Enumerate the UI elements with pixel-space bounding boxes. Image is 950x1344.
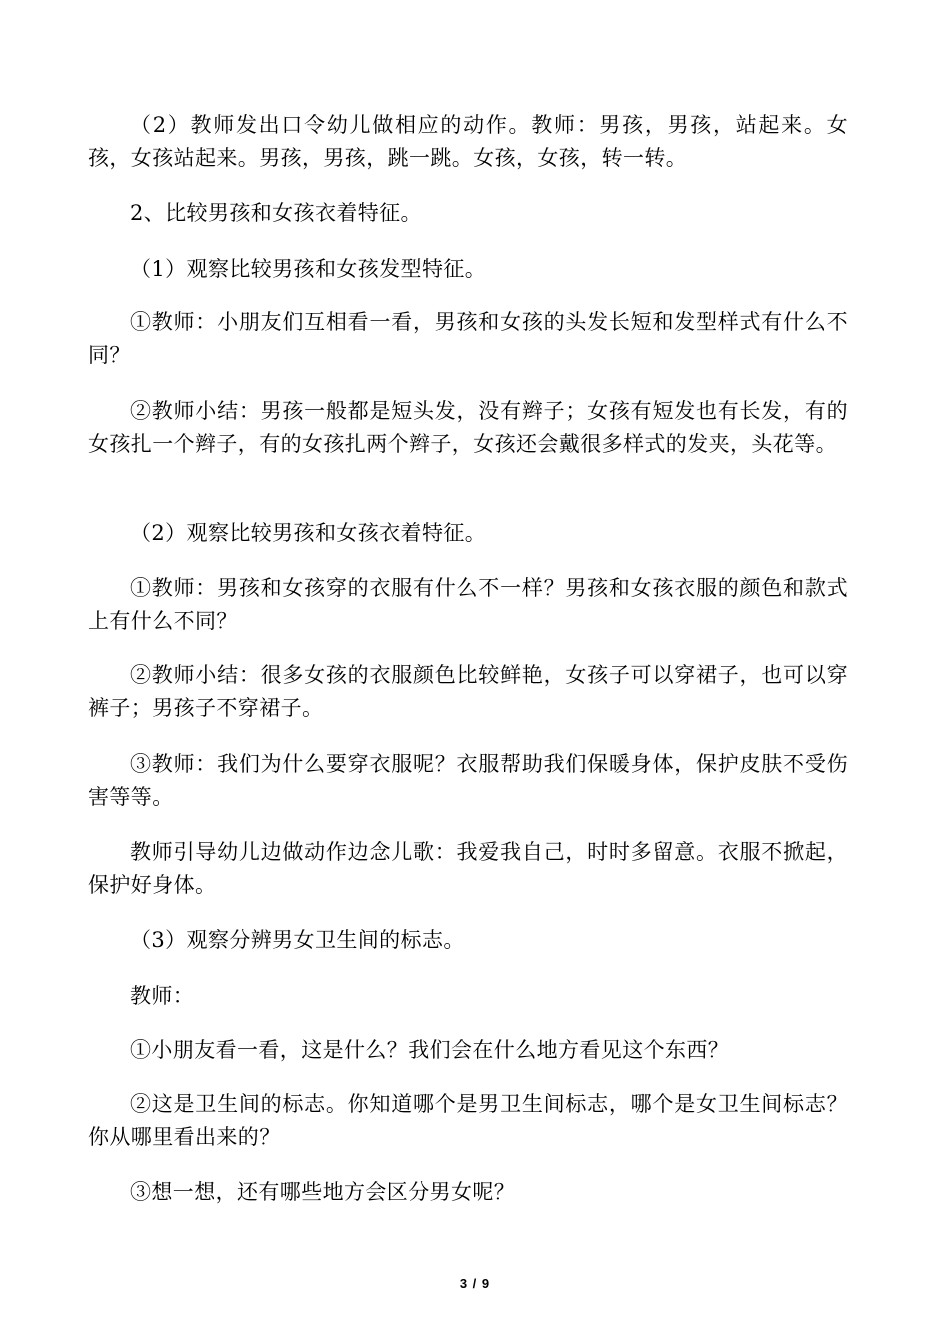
paragraph-teacher-label: 教师： [130, 984, 195, 1008]
paragraph-clothing-question: ①教师：男孩和女孩穿的衣服有什么不一样？男孩和女孩衣服的颜色和款式上有什么不同？ [88, 576, 848, 633]
paragraph-why-clothes: ③教师：我们为什么要穿衣服呢？衣服帮助我们保暖身体，保护皮肤不受伤害等等。 [88, 752, 848, 809]
paragraph-clothing-heading: （2）观察比较男孩和女孩衣着特征。 [130, 521, 487, 545]
paragraph-hairstyle-summary: ②教师小结：男孩一般都是短头发，没有辫子；女孩有短发也有长发，有的女孩扎一个辫子，有的女孩扎两个辫子，女孩还会戴很多样式的发夹，头花等。 [88, 399, 848, 456]
paragraph-restroom-question-1: ①小朋友看一看，这是什么？我们会在什么地方看见这个东西？ [130, 1038, 730, 1062]
paragraph-restroom-question-2: ②这是卫生间的标志。你知道哪个是男卫生间标志，哪个是女卫生间标志？你从哪里看出来的？ [88, 1092, 848, 1149]
paragraph-nursery-rhyme: 教师引导幼儿边做动作边念儿歌：我爱我自己，时时多留意。衣服不掀起，保护好身体。 [88, 840, 848, 897]
paragraph-hairstyle-question: ①教师：小朋友们互相看一看，男孩和女孩的头发长短和发型样式有什么不同？ [88, 310, 848, 367]
paragraph-section-2-heading: 2、比较男孩和女孩衣着特征。 [130, 201, 422, 225]
paragraph-restroom-heading: （3）观察分辨男女卫生间的标志。 [130, 928, 465, 952]
paragraph-action-commands: （2）教师发出口令幼儿做相应的动作。教师：男孩，男孩，站起来。女孩，女孩站起来。男孩，男孩，跳一跳。女孩，女孩，转一转。 [88, 113, 848, 170]
paragraph-restroom-question-3: ③想一想，还有哪些地方会区分男女呢？ [130, 1180, 516, 1204]
paragraph-hairstyle-heading: （1）观察比较男孩和女孩发型特征。 [130, 257, 487, 281]
paragraph-clothing-summary: ②教师小结：很多女孩的衣服颜色比较鲜艳，女孩子可以穿裙子，也可以穿裤子；男孩子不穿裙子。 [88, 663, 848, 720]
page-number: 3 / 9 [459, 1276, 491, 1291]
